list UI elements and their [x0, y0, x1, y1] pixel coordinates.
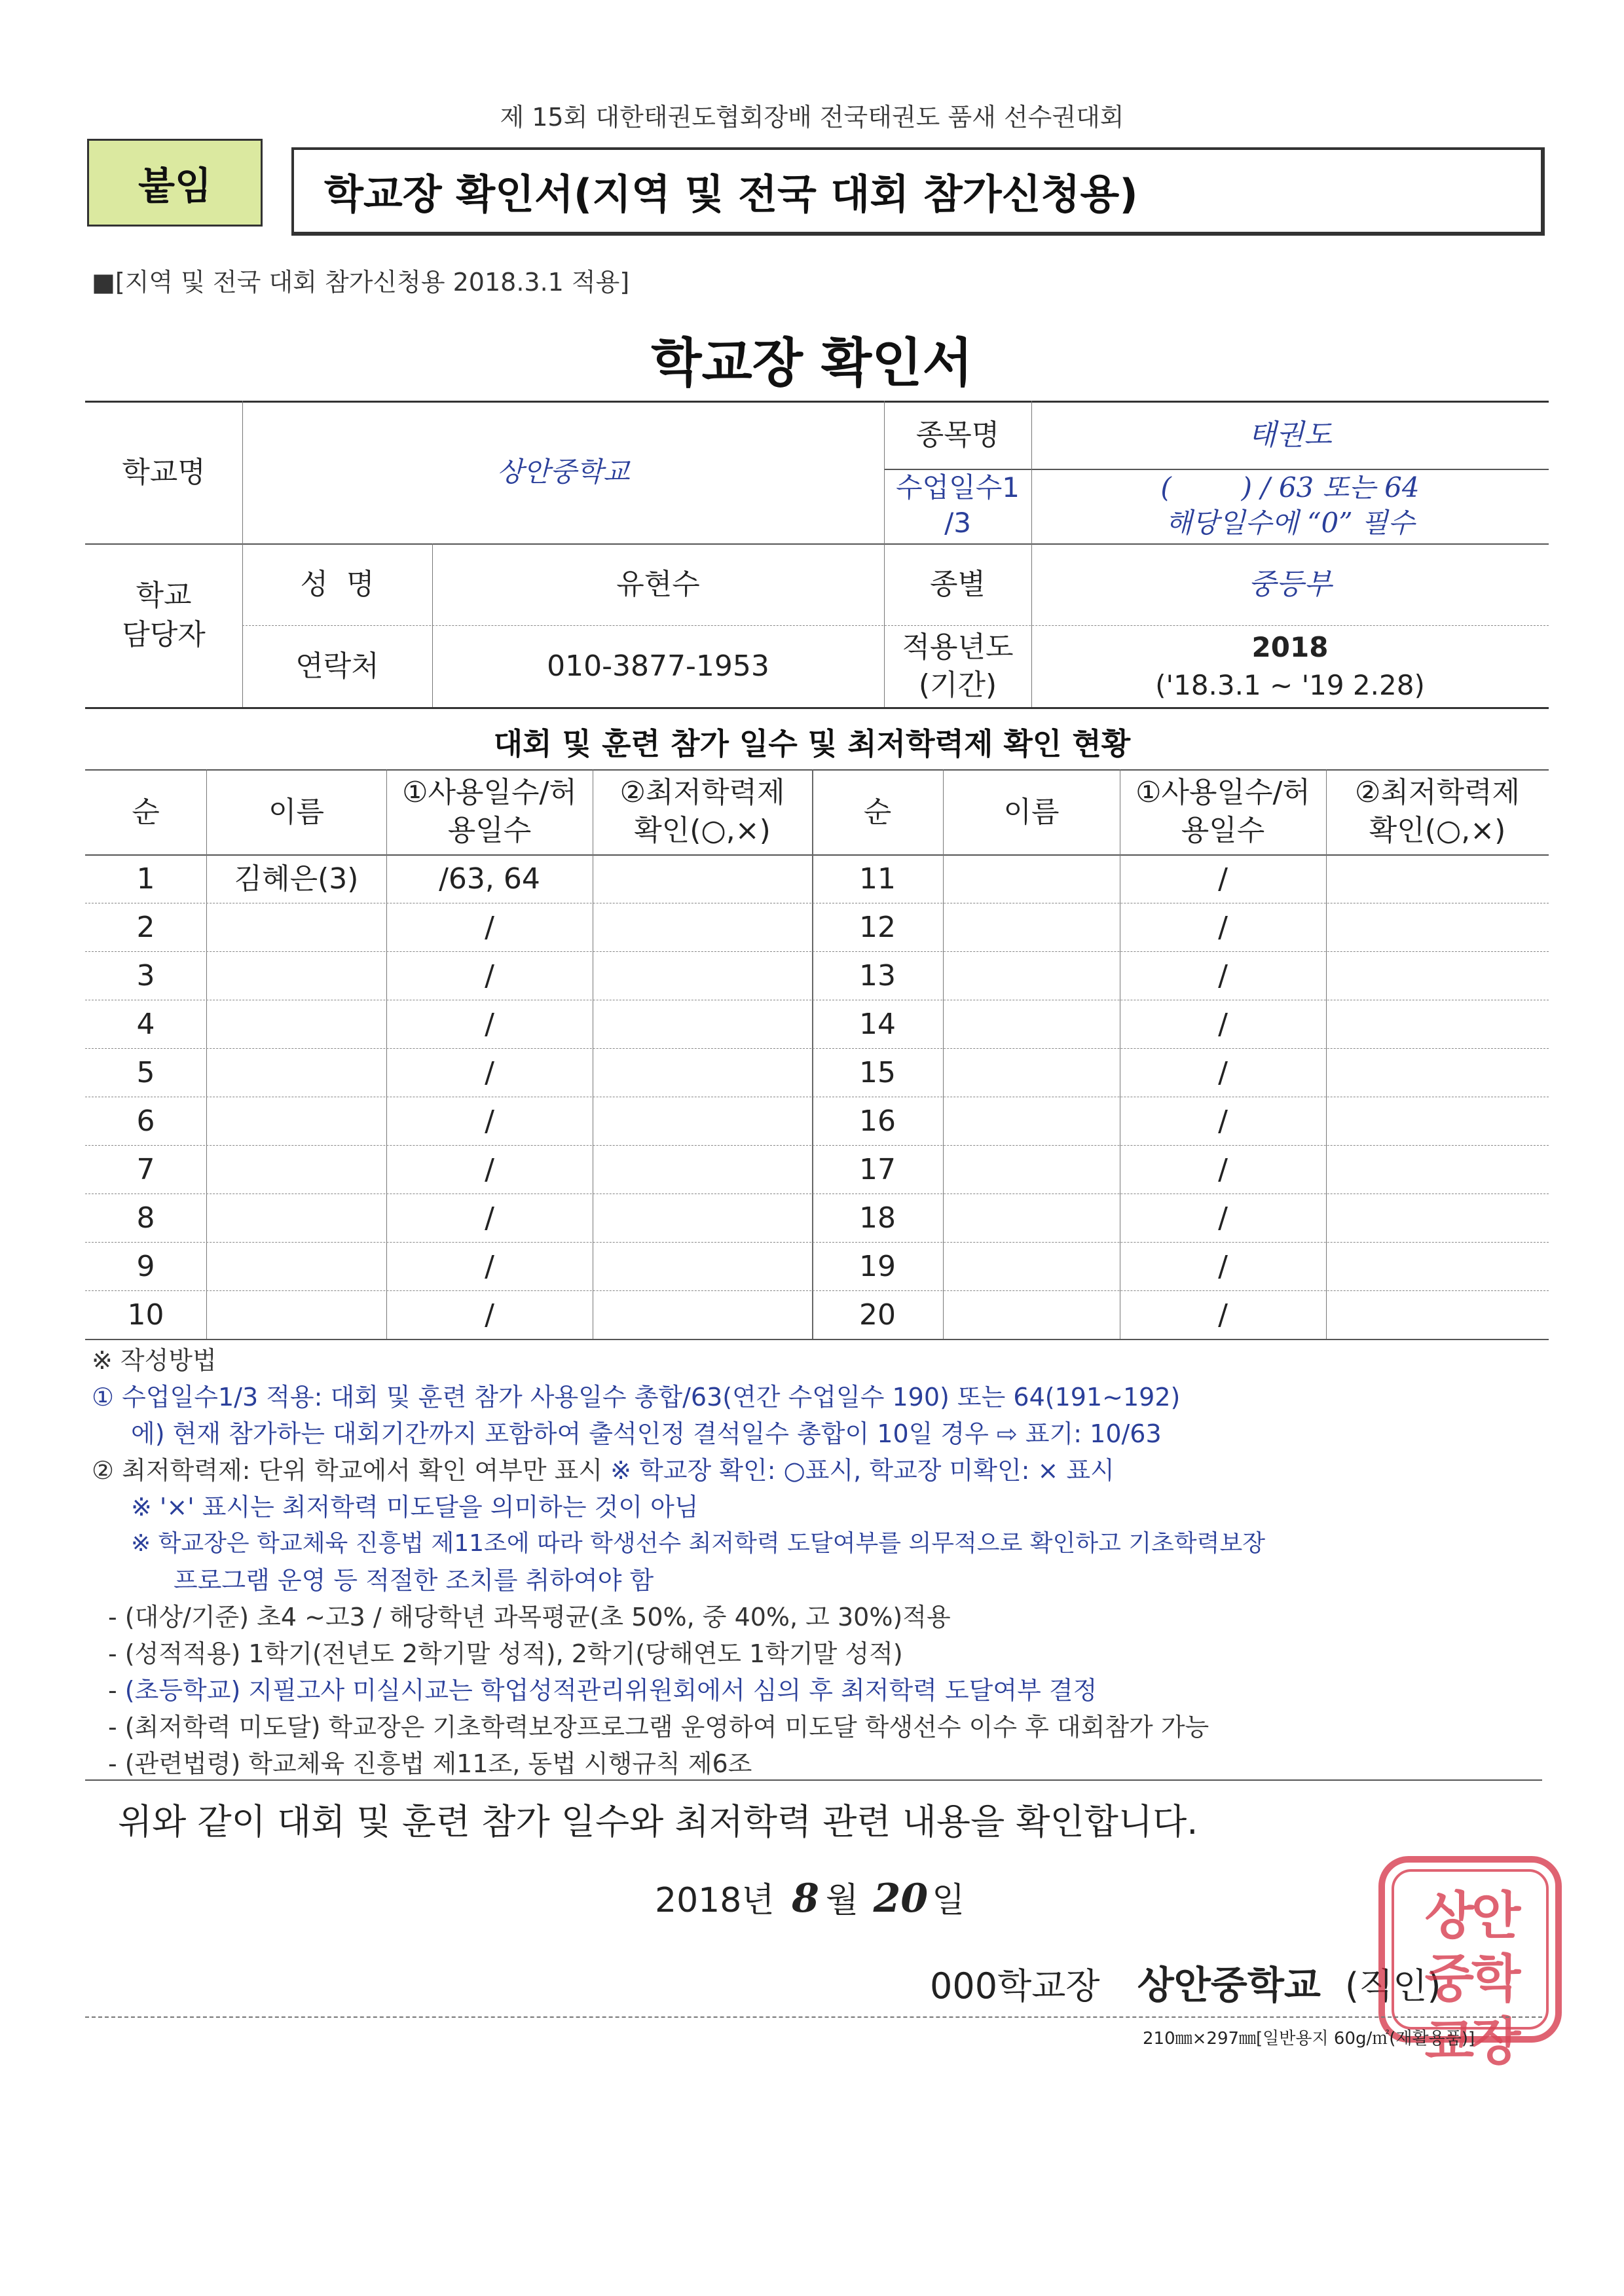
row-name-2 [943, 1048, 1120, 1097]
year-value-line1: 2018 [1251, 631, 1329, 663]
class-days-value [1031, 470, 1549, 543]
division-value: 중등부 [1248, 568, 1332, 601]
row-name [206, 1048, 386, 1097]
row-name [206, 1097, 386, 1145]
col-check-header-2-line1: ②최저학력제 [1355, 776, 1520, 809]
paper-spec: 210㎜×297㎜[일반용지 60g/㎡(재활용품)] [1143, 2029, 1475, 2049]
manager-label [85, 576, 242, 655]
name-label: 성 명 [300, 568, 375, 601]
row-days: / [485, 1007, 494, 1041]
col-name-header: 이름 [268, 795, 324, 829]
col-check-header-2-line2: 확인(○,×) [1369, 814, 1506, 847]
row-check-2 [1326, 1097, 1549, 1145]
official-seal [1378, 1856, 1562, 2071]
event-label: 종목명 [915, 418, 1000, 452]
instruction-line: ※ 학교장은 학교체육 진흥법 제11조에 따라 학생선수 최저학력 도달여부를 의무적으로 확인하고 기초학력보장 [131, 1530, 1265, 1557]
row-name-2 [943, 1097, 1120, 1145]
year-label [884, 629, 1031, 704]
row-check-2 [1326, 903, 1549, 951]
instruction-line: - (대상/기준) 초4 ~고3 / 해당학년 과목평균(초 50%, 중 40%, 고 30%)적용 [108, 1603, 951, 1631]
row-check-2 [1326, 854, 1549, 903]
principal-signature [930, 1954, 1441, 2009]
row-number: 1 [136, 862, 155, 896]
name-value: 유현수 [616, 568, 700, 601]
date-year: 2018년 [655, 1881, 775, 1920]
row-days: / [485, 1201, 494, 1235]
row-check [593, 1290, 812, 1339]
footer-divider [85, 2016, 1542, 2018]
instruction-line: 에) 현재 참가하는 대회기간까지 포함하여 출석인정 결석일수 총합이 10일 경우 ⇨ 표기: 10/63 [131, 1419, 1162, 1448]
row-check [593, 1242, 812, 1290]
year-value-line2: ('18.3.1 ~ '19 2.28) [1155, 669, 1425, 701]
row-check [593, 1097, 812, 1145]
table-bottom-border [85, 1339, 1549, 1340]
col-no-header-2: 순 [863, 795, 892, 829]
row-days: / [485, 1249, 494, 1283]
class-days-label [884, 470, 1031, 543]
signature-school-name: 상안중학교 [1137, 1963, 1321, 2007]
division-label: 종별 [929, 568, 986, 601]
class-days-label-line2: /3 [944, 507, 971, 539]
row-check [593, 1145, 812, 1194]
row-number: 9 [136, 1249, 155, 1283]
col-check-header-2 [1326, 774, 1549, 850]
row-days-2: / [1218, 862, 1228, 896]
col-name-header-2: 이름 [1003, 795, 1060, 829]
row-name-2 [943, 1242, 1120, 1290]
col-check-header [593, 774, 812, 850]
row-check-2 [1326, 1290, 1549, 1339]
contact-value: 010-3877-1953 [547, 649, 769, 683]
form-heading: 학교장 확인서(지역 및 전국 대회 참가신청용) [324, 170, 1138, 218]
row-divider [85, 1145, 1549, 1146]
row-number: 6 [136, 1104, 155, 1138]
manager-label-line2: 담당자 [122, 618, 206, 651]
row-number-2: 12 [859, 910, 896, 944]
row-days-2: / [1218, 1104, 1228, 1138]
row-divider [85, 951, 1549, 952]
row-number-2: 19 [859, 1249, 896, 1283]
row-name-2 [943, 1290, 1120, 1339]
row-days: / [485, 1055, 494, 1089]
row-days: /63, 64 [439, 862, 540, 896]
confirmation-statement: 위와 같이 대회 및 훈련 참가 일수와 최저학력 관련 내용을 확인합니다. [118, 1801, 1198, 1842]
row-check [593, 1000, 812, 1048]
year-label-line2: (기간) [918, 668, 997, 702]
row-check-2 [1326, 1145, 1549, 1194]
event-title: 제 15회 대한태권도협회장배 전국태권도 품새 선수권대회 [500, 103, 1124, 132]
row-divider [85, 1290, 1549, 1291]
date-month-unit: 월 [825, 1881, 859, 1920]
instruction-text: ② 최저학력제: 단위 학교에서 확인 여부만 표시 [92, 1456, 611, 1485]
instruction-line: ① 수업일수1/3 적용: 대회 및 훈련 참가 사용일수 총합/63(연간 수업일수 190) 또는 64(191~192) [92, 1383, 1181, 1412]
row-check [593, 903, 812, 951]
row-name-2 [943, 1000, 1120, 1048]
col-days-header-line1: ①사용일수/허 [402, 776, 577, 809]
class-days-label-line1: 수업일수1 [895, 471, 1020, 503]
table-caption: 대회 및 훈련 참가 일수 및 최저학력제 확인 현황 [493, 726, 1131, 761]
row-number-2: 16 [859, 1104, 896, 1138]
instruction-text: - [108, 1676, 125, 1705]
row-days-2: / [1218, 1055, 1228, 1089]
row-days: / [485, 1298, 494, 1332]
row-name [206, 951, 386, 1000]
row-days-2: / [1218, 1201, 1228, 1235]
school-name-label: 학교명 [122, 455, 206, 489]
row-number-2: 13 [859, 958, 896, 993]
row-check-2 [1326, 1048, 1549, 1097]
instructions [92, 1342, 1565, 1782]
col-check-header-line2: 확인(○,×) [634, 814, 771, 847]
instruction-line: - (성적적용) 1학기(전년도 2학기말 성적), 2학기(당해연도 1학기말 성적) [108, 1639, 903, 1668]
row-divider [85, 1242, 1549, 1243]
instructions-title: ※ 작성방법 [92, 1346, 217, 1375]
row-divider [85, 1048, 1549, 1049]
row-number: 4 [136, 1007, 155, 1041]
col-days-header-2 [1120, 774, 1326, 850]
row-name [206, 1194, 386, 1242]
row-days: / [485, 910, 494, 944]
row-number-2: 15 [859, 1055, 896, 1089]
info-bottom-border [85, 707, 1549, 709]
confirmation-divider [85, 1779, 1542, 1781]
row-days: / [485, 1104, 494, 1138]
row-check [593, 1194, 812, 1242]
row-days-2: / [1218, 1007, 1228, 1041]
row-days: / [485, 958, 494, 993]
contact-label: 연락처 [295, 649, 379, 683]
col-days-header-line2: 용일수 [447, 814, 532, 847]
row-check-2 [1326, 951, 1549, 1000]
row-number-2: 14 [859, 1007, 896, 1041]
row-number-2: 17 [859, 1152, 896, 1186]
class-days-value-line1: ( ) / 63 또는 64 [1160, 471, 1420, 503]
attachment-label: 붙임 [138, 164, 212, 208]
row-number-2: 18 [859, 1201, 896, 1235]
row-days-2: / [1218, 1152, 1228, 1186]
row-number: 5 [136, 1055, 155, 1089]
row-number: 2 [136, 910, 155, 944]
instruction-line [92, 1452, 1565, 1489]
row-name: 김혜은(3) [234, 862, 359, 896]
row-name-2 [943, 1194, 1120, 1242]
col-days-header-2-line2: 용일수 [1181, 814, 1265, 847]
row-days-2: / [1218, 958, 1228, 993]
col-days-header-2-line1: ①사용일수/허 [1135, 776, 1310, 809]
row-number: 3 [136, 958, 155, 993]
instruction-line: - (관련법령) 학교체육 진흥법 제11조, 동법 시행규칙 제6조 [108, 1749, 752, 1778]
row-check [593, 854, 812, 903]
date-day-unit: 일 [932, 1881, 965, 1920]
row-number-2: 20 [859, 1298, 896, 1332]
manager-label-line1: 학교 [136, 579, 192, 612]
instruction-line: 프로그램 운영 등 적절한 조치를 취하여야 함 [174, 1566, 654, 1595]
row-number-2: 11 [859, 862, 896, 896]
row-name-2 [943, 903, 1120, 951]
row-name [206, 903, 386, 951]
row-number: 8 [136, 1201, 155, 1235]
row-check-2 [1326, 1000, 1549, 1048]
row-check-2 [1326, 1242, 1549, 1290]
row-check [593, 951, 812, 1000]
seal-text: 상안중학교장 [1424, 1887, 1519, 2071]
row-name [206, 1145, 386, 1194]
row-name-2 [943, 854, 1120, 903]
row-days-2: / [1218, 1249, 1228, 1283]
row-number: 10 [127, 1298, 164, 1332]
row-name-2 [943, 1145, 1120, 1194]
instruction-line [92, 1672, 1565, 1709]
instruction-text-highlight: ※ 학교장 확인: ○표시, 학교장 미확인: × 표시 [610, 1456, 1115, 1485]
usage-note: ■[지역 및 전국 대회 참가신청용 2018.3.1 적용] [92, 268, 630, 297]
col-no-header: 순 [132, 795, 160, 829]
instruction-line: - (최저학력 미도달) 학교장은 기초학력보장프로그램 운영하여 미도달 학생선수 이수 후 대회참가 가능 [108, 1713, 1209, 1741]
school-name-value: 상안중학교 [496, 455, 630, 488]
row-days-2: / [1218, 910, 1228, 944]
row-name [206, 1242, 386, 1290]
seal-note: (직인) [1345, 1965, 1441, 2007]
row-name-2 [943, 951, 1120, 1000]
col-check-header-line1: ②최저학력제 [619, 776, 785, 809]
instruction-text-highlight: (초등학교) 지필고사 미실시교는 학업성적관리위원회에서 심의 후 최저학력 도달여부 결정 [124, 1676, 1098, 1705]
instruction-line: ※ '×' 표시는 최저학력 미도달을 의미하는 것이 아님 [131, 1493, 699, 1522]
attachment-label-box [87, 139, 263, 227]
event-value: 태권도 [1248, 418, 1332, 452]
date-month: 8 [792, 1876, 819, 1922]
confirmation-date [655, 1872, 965, 1922]
row-days: / [485, 1152, 494, 1186]
date-day: 20 [873, 1876, 929, 1922]
row-number: 7 [136, 1152, 155, 1186]
row-check-2 [1326, 1194, 1549, 1242]
form-heading-box [291, 147, 1545, 236]
year-label-line1: 적용년도 [902, 630, 1014, 664]
class-days-value-line2: 해당일수에 “0” 필수 [1165, 507, 1415, 539]
year-value [1031, 629, 1549, 704]
principal-label: 000학교장 [930, 1965, 1100, 2007]
doc-title: 학교장 확인서 [651, 333, 973, 393]
col-days-header [386, 774, 593, 850]
row-check [593, 1048, 812, 1097]
row-name [206, 1000, 386, 1048]
row-name [206, 1290, 386, 1339]
row-days-2: / [1218, 1298, 1228, 1332]
